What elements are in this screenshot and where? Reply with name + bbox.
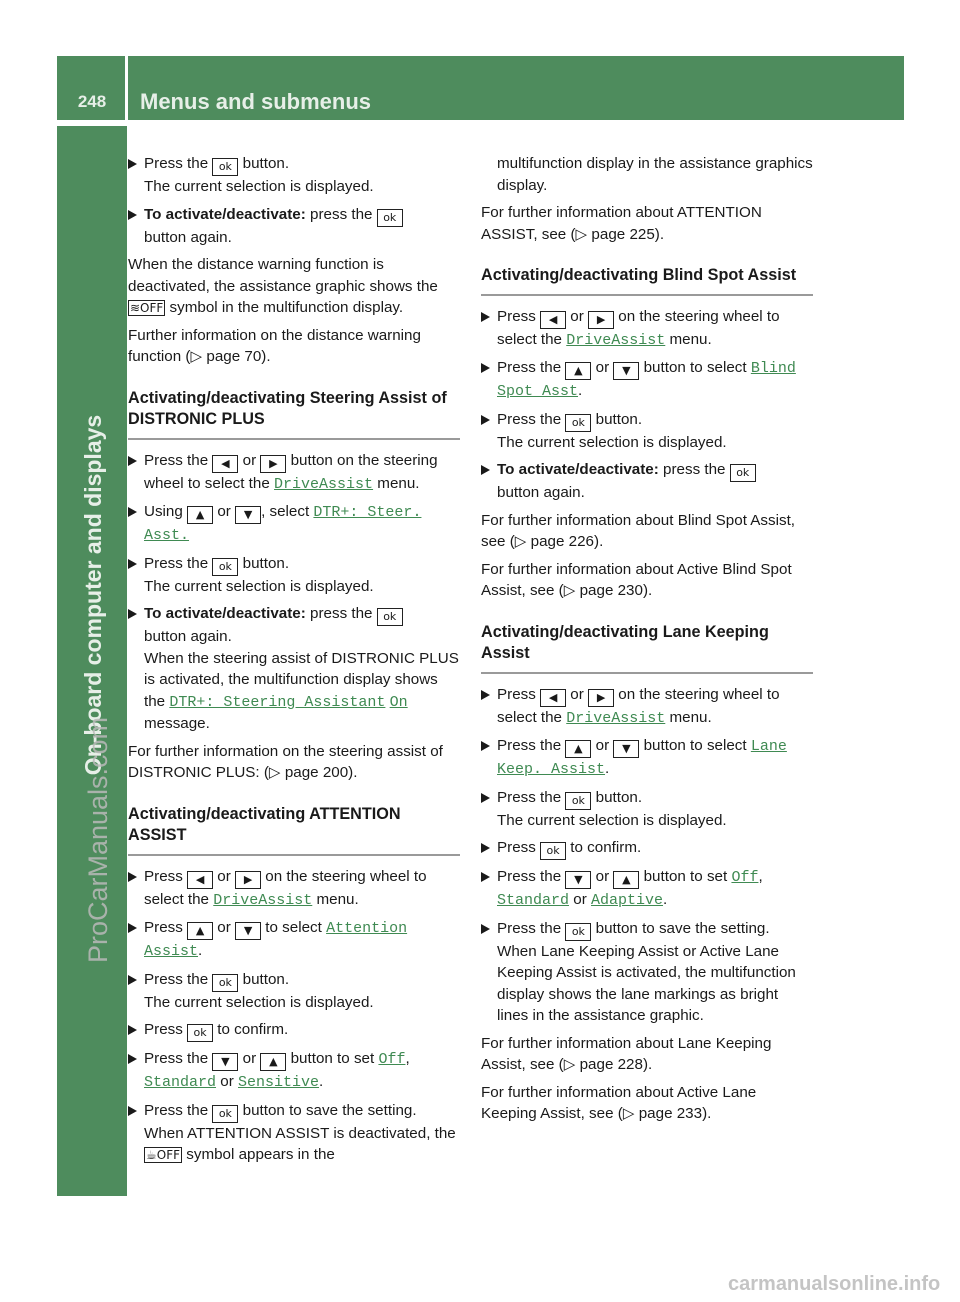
paragraph: For further information on the steering assist of DISTRONIC PLUS: (▷ page 200).	[128, 742, 443, 781]
down-key-icon: ▼	[212, 1053, 238, 1071]
ok-key-icon: ok	[212, 158, 238, 176]
bullet-icon	[128, 923, 137, 933]
ok-key-icon: ok	[565, 792, 591, 810]
section-heading: Activating/deactivating Steering Assist of DISTRONIC PLUS	[128, 388, 460, 440]
down-key-icon: ▼	[613, 740, 639, 758]
bullet-icon	[128, 1106, 137, 1116]
bullet-icon	[128, 159, 137, 169]
paragraph: For further information about Blind Spot Assist, see (▷ page 226).	[481, 511, 796, 550]
left-key-icon: ◀	[212, 455, 238, 473]
up-key-icon: ▲	[187, 506, 213, 524]
ok-key-icon: ok	[377, 209, 403, 227]
list-item: Press ok to confirm.	[128, 1019, 460, 1042]
list-item-continuation: multifunction display in the assistance graphics display.	[497, 155, 813, 194]
paragraph: For further information about Lane Keeping Assist, see (▷ page 228).	[481, 1034, 772, 1073]
right-key-icon: ▶	[588, 311, 614, 329]
up-key-icon: ▲	[565, 740, 591, 758]
down-key-icon: ▼	[613, 362, 639, 380]
list-item: Press the ◀ or ▶ button on the steering wheel to select the DriveAssist menu.	[128, 450, 460, 496]
section-heading: Activating/deactivating Blind Spot Assist	[481, 265, 813, 296]
bullet-icon	[481, 843, 490, 853]
bullet-icon	[481, 363, 490, 373]
paragraph: For further information about Active Lane Keeping Assist, see (▷ page 233).	[481, 1083, 757, 1122]
list-item: Press the ok button to save the setting. When Lane Keeping Assist or Active Lane Keeping Assist is activated, the multifunction display shows the lane markings as bright lines in the assistance graphic.	[481, 918, 813, 1027]
ok-key-icon: ok	[212, 974, 238, 992]
left-column	[128, 153, 460, 1172]
bullet-icon	[481, 465, 490, 475]
ok-key-icon: ok	[187, 1024, 213, 1042]
ok-key-icon: ok	[377, 608, 403, 626]
bullet-icon	[481, 872, 490, 882]
list-item: Press ▲ or ▼ to select Attention Assist.	[128, 917, 460, 963]
bullet-icon	[128, 456, 137, 466]
list-item: To activate/deactivate: press the ok button again. When the steering assist of DISTRONIC PLUS is activated, the multifunction display shows the DTR+: Steering Assistant On message.	[128, 603, 460, 735]
section-heading: Activating/deactivating Lane Keeping Assist	[481, 622, 813, 674]
bullet-icon	[481, 312, 490, 322]
ok-key-icon: ok	[730, 464, 756, 482]
list-item: Press the ok button. The current selection is displayed.	[128, 153, 460, 198]
right-key-icon: ▶	[588, 689, 614, 707]
list-item: Press the ▲ or ▼ button to select Lane Keep. Assist.	[481, 735, 813, 781]
list-item: Press the ok button. The current selection is displayed.	[481, 787, 813, 832]
down-key-icon: ▼	[235, 506, 261, 524]
ok-key-icon: ok	[212, 1105, 238, 1123]
ok-key-icon: ok	[565, 414, 591, 432]
bullet-icon	[128, 1054, 137, 1064]
list-item: Press ◀ or ▶ on the steering wheel to select the DriveAssist menu.	[481, 306, 813, 352]
up-key-icon: ▲	[260, 1053, 286, 1071]
bullet-icon	[128, 872, 137, 882]
ok-key-icon: ok	[540, 842, 566, 860]
list-item: To activate/deactivate: press the ok button again.	[481, 459, 813, 504]
list-item: Press the ▼ or ▲ button to set Off, Standard or Sensitive.	[128, 1048, 460, 1094]
bullet-icon	[128, 1025, 137, 1035]
up-key-icon: ▲	[565, 362, 591, 380]
list-item: Press ◀ or ▶ on the steering wheel to select the DriveAssist menu.	[128, 866, 460, 912]
right-key-icon: ▶	[260, 455, 286, 473]
bullet-icon	[128, 609, 137, 619]
page-number: 248	[77, 92, 107, 111]
bullet-icon	[481, 793, 490, 803]
list-item: Press ◀ or ▶ on the steering wheel to select the DriveAssist menu.	[481, 684, 813, 730]
paragraph: For further information about ATTENTION ASSIST, see (▷ page 225).	[481, 204, 762, 243]
watermark-left: ProCarManuals.com	[83, 716, 113, 964]
bullet-icon	[481, 741, 490, 751]
paragraph: For further information about Active Blind Spot Assist, see (▷ page 230).	[481, 560, 792, 599]
list-item: Press the ▼ or ▲ button to set Off, Standard or Adaptive.	[481, 866, 813, 912]
paragraph: Further information on the distance warning function (▷ page 70).	[128, 326, 421, 365]
list-item: Press the ok button to save the setting. When ATTENTION ASSIST is deactivated, the ☕OFF symbol appears in the	[128, 1100, 460, 1166]
list-item: Press ok to confirm.	[481, 837, 813, 860]
bullet-icon	[481, 690, 490, 700]
section-heading: Activating/deactivating ATTENTION ASSIST	[128, 804, 460, 856]
ok-key-icon: ok	[212, 558, 238, 576]
left-key-icon: ◀	[187, 871, 213, 889]
bullet-icon	[128, 210, 137, 220]
up-key-icon: ▲	[187, 922, 213, 940]
watermark-bottom: carmanualsonline.info	[728, 1273, 941, 1295]
list-item: Press the ok button. The current selection is displayed.	[128, 553, 460, 598]
paragraph: When the distance warning function is deactivated, the assistance graphic shows the ≋OFF symbol in the multifunction display.	[128, 256, 438, 316]
side-tab-label: On-board computer and displays	[80, 414, 106, 776]
attention-off-icon: ☕OFF	[146, 1148, 181, 1162]
up-key-icon: ▲	[613, 871, 639, 889]
list-item: Using ▲ or ▼ , select DTR+: Steer. Asst.	[128, 501, 460, 547]
ok-key-icon: ok	[565, 923, 591, 941]
down-key-icon: ▼	[235, 922, 261, 940]
list-item: Press the ok button. The current selection is displayed.	[481, 409, 813, 454]
header-divider	[125, 56, 128, 120]
list-item: Press the ok button. The current selection is displayed.	[128, 969, 460, 1014]
left-key-icon: ◀	[540, 311, 566, 329]
bullet-icon	[481, 924, 490, 934]
bullet-icon	[128, 975, 137, 985]
list-item: To activate/deactivate: press the ok button again.	[128, 204, 460, 249]
down-key-icon: ▼	[565, 871, 591, 889]
page-title: Menus and submenus	[140, 89, 372, 114]
left-key-icon: ◀	[540, 689, 566, 707]
distance-off-icon: ≋OFF	[130, 301, 164, 315]
bullet-icon	[481, 415, 490, 425]
right-column	[481, 153, 813, 1131]
right-key-icon: ▶	[235, 871, 261, 889]
bullet-icon	[128, 507, 137, 517]
bullet-icon	[128, 559, 137, 569]
list-item: Press the ▲ or ▼ button to select Blind Spot Asst.	[481, 357, 813, 403]
